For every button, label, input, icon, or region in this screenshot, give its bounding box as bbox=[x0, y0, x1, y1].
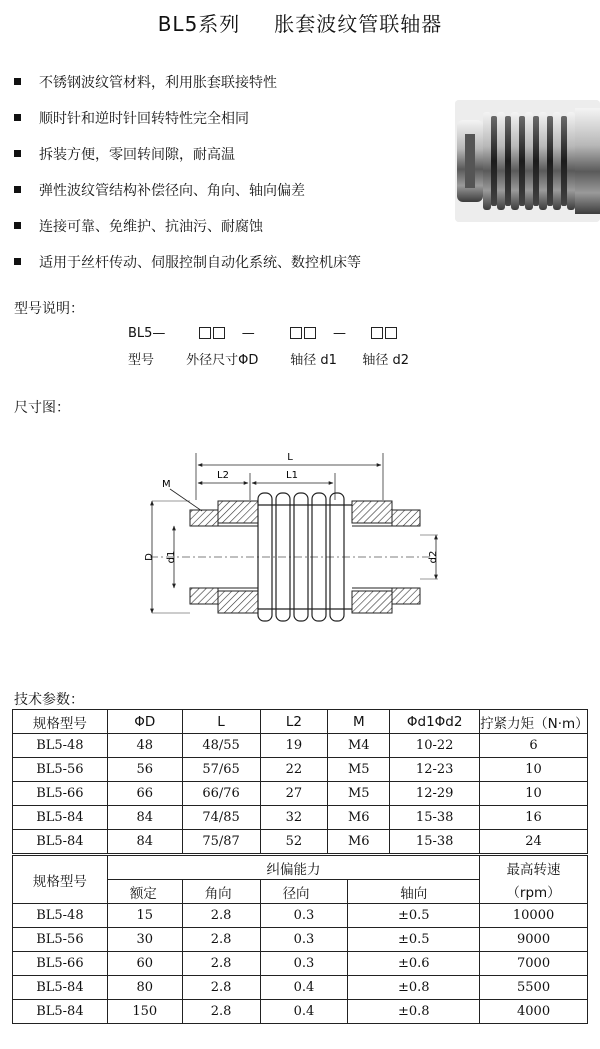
table-cell: M6 bbox=[328, 830, 390, 854]
bullet-icon bbox=[14, 222, 21, 229]
header-cell: ΦD bbox=[107, 710, 182, 734]
header-cell: L2 bbox=[260, 710, 328, 734]
table-cell: 66/76 bbox=[182, 782, 260, 806]
dim-label-L: L bbox=[287, 452, 293, 463]
table-cell: 12-29 bbox=[390, 782, 480, 806]
dim-label-D: D bbox=[144, 553, 155, 561]
dim-label-M: M bbox=[162, 479, 171, 490]
header-cell-speed-unit: （rpm） bbox=[480, 880, 588, 904]
table-cell: 32 bbox=[260, 806, 328, 830]
table-cell: 7000 bbox=[480, 952, 588, 976]
model-name-outer-diameter: 外径尺寸ΦD bbox=[186, 353, 259, 368]
dim-label-L2: L2 bbox=[217, 470, 229, 481]
model-heading: 型号说明： bbox=[14, 301, 84, 317]
table-row bbox=[13, 758, 588, 782]
spec-table-dimensions bbox=[12, 709, 588, 854]
table-cell: ±0.6 bbox=[348, 952, 480, 976]
bullet-icon bbox=[14, 114, 21, 121]
table-cell: 0.3 bbox=[260, 952, 348, 976]
table-cell: M6 bbox=[328, 806, 390, 830]
table-cell: 48 bbox=[107, 734, 182, 758]
dimension-heading: 尺寸图： bbox=[14, 400, 70, 416]
table-cell: 6 bbox=[480, 734, 588, 758]
table-cell: M4 bbox=[328, 734, 390, 758]
header-cell: L bbox=[182, 710, 260, 734]
table-row bbox=[13, 830, 588, 854]
table-cell: BL5-48 bbox=[13, 734, 108, 758]
header-cell: 规格型号 bbox=[13, 710, 108, 734]
table-cell: BL5-66 bbox=[13, 782, 108, 806]
table-cell: 66 bbox=[107, 782, 182, 806]
table-cell: M5 bbox=[328, 782, 390, 806]
placeholder-box-icon bbox=[385, 327, 397, 339]
table-row bbox=[13, 1000, 588, 1024]
model-names-line bbox=[128, 349, 409, 368]
table-cell: 15-38 bbox=[390, 806, 480, 830]
table-cell: 22 bbox=[260, 758, 328, 782]
table-cell: 84 bbox=[107, 806, 182, 830]
table-cell: 60 bbox=[107, 952, 182, 976]
header-cell-model: 规格型号 bbox=[13, 856, 108, 904]
subheader-cell: 径向 bbox=[260, 880, 348, 904]
dimension-drawing bbox=[130, 445, 450, 640]
table-cell: 2.8 bbox=[182, 904, 260, 928]
table-cell: 0.4 bbox=[260, 1000, 348, 1024]
table-cell: 19 bbox=[260, 734, 328, 758]
table-row bbox=[13, 928, 588, 952]
model-name-bore-d1: 轴径 d1 bbox=[290, 353, 337, 368]
table-cell: BL5-48 bbox=[13, 904, 108, 928]
table-cell: BL5-84 bbox=[13, 976, 108, 1000]
table-cell: 75/87 bbox=[182, 830, 260, 854]
subheader-cell: 角向 bbox=[182, 880, 260, 904]
subheader-cell: 额定 bbox=[107, 880, 182, 904]
table-cell: 30 bbox=[107, 928, 182, 952]
feature-item: 不锈钢波纹管材料，利用胀套联接特性 bbox=[14, 68, 361, 104]
table-cell: BL5-84 bbox=[13, 830, 108, 854]
table-cell: 0.3 bbox=[260, 928, 348, 952]
bullet-icon bbox=[14, 258, 21, 265]
table-cell: 80 bbox=[107, 976, 182, 1000]
model-dash: — bbox=[241, 326, 255, 341]
table-cell: 16 bbox=[480, 806, 588, 830]
placeholder-box-icon bbox=[213, 327, 225, 339]
table-cell: 150 bbox=[107, 1000, 182, 1024]
feature-item: 连接可靠、免维护、抗油污、耐腐蚀 bbox=[14, 212, 361, 248]
table-cell: 56 bbox=[107, 758, 182, 782]
table-cell: BL5-84 bbox=[13, 1000, 108, 1024]
table-header-row bbox=[13, 710, 588, 734]
table-cell: BL5-56 bbox=[13, 758, 108, 782]
table-cell: BL5-66 bbox=[13, 952, 108, 976]
table-cell: 52 bbox=[260, 830, 328, 854]
table-cell: 10000 bbox=[480, 904, 588, 928]
dim-label-d2: d2 bbox=[428, 550, 439, 564]
bullet-icon bbox=[14, 186, 21, 193]
dim-label-L1: L1 bbox=[286, 470, 298, 481]
table-cell: 9000 bbox=[480, 928, 588, 952]
table-header-row bbox=[13, 856, 588, 880]
table-row bbox=[13, 782, 588, 806]
spec-table-misalignment bbox=[12, 855, 588, 1024]
table-row bbox=[13, 976, 588, 1000]
header-cell-max-speed: 最高转速 bbox=[480, 856, 588, 880]
placeholder-box-icon bbox=[290, 327, 302, 339]
table-cell: 2.8 bbox=[182, 952, 260, 976]
coupling-photo-illustration bbox=[455, 100, 600, 222]
table-row bbox=[13, 952, 588, 976]
table-cell: 15-38 bbox=[390, 830, 480, 854]
table-cell: ±0.8 bbox=[348, 976, 480, 1000]
table-cell: 10-22 bbox=[390, 734, 480, 758]
feature-item: 适用于丝杆传动、伺服控制自动化系统、数控机床等 bbox=[14, 248, 361, 284]
placeholder-box-icon bbox=[199, 327, 211, 339]
dim-label-d1: d1 bbox=[166, 550, 177, 564]
table-cell: M5 bbox=[328, 758, 390, 782]
feature-list bbox=[14, 68, 361, 284]
table-cell: 84 bbox=[107, 830, 182, 854]
bullet-icon bbox=[14, 78, 21, 85]
model-dash: — bbox=[333, 326, 346, 341]
table-row bbox=[13, 806, 588, 830]
header-cell: Φd1Φd2 bbox=[390, 710, 480, 734]
feature-item: 拆装方便，零回转间隙，耐高温 bbox=[14, 140, 361, 176]
table-cell: 10 bbox=[480, 782, 588, 806]
table-cell: 2.8 bbox=[182, 928, 260, 952]
table-cell: 5500 bbox=[480, 976, 588, 1000]
table-row bbox=[13, 904, 588, 928]
model-name-bore-d2: 轴径 d2 bbox=[362, 353, 410, 368]
feature-item: 弹性波纹管结构补偿径向、角向、轴向偏差 bbox=[14, 176, 361, 212]
table-cell: 2.8 bbox=[182, 976, 260, 1000]
table-cell: 12-23 bbox=[390, 758, 480, 782]
table-row bbox=[13, 734, 588, 758]
table-cell: 48/55 bbox=[182, 734, 260, 758]
table-cell: 57/65 bbox=[182, 758, 260, 782]
model-code-line bbox=[128, 326, 398, 341]
table-cell: 0.3 bbox=[260, 904, 348, 928]
header-cell: M bbox=[328, 710, 390, 734]
table-cell: ±0.8 bbox=[348, 1000, 480, 1024]
table-cell: 24 bbox=[480, 830, 588, 854]
bullet-icon bbox=[14, 150, 21, 157]
table-cell: ±0.5 bbox=[348, 904, 480, 928]
table-cell: 15 bbox=[107, 904, 182, 928]
model-name-type: 型号 bbox=[128, 353, 155, 368]
table-cell: BL5-56 bbox=[13, 928, 108, 952]
page-title bbox=[0, 8, 600, 37]
product-photo bbox=[455, 100, 600, 222]
table-cell: 74/85 bbox=[182, 806, 260, 830]
model-prefix: BL5— bbox=[128, 326, 166, 341]
tech-heading: 技术参数： bbox=[14, 692, 84, 708]
table-cell: 2.8 bbox=[182, 1000, 260, 1024]
table-cell: 27 bbox=[260, 782, 328, 806]
series-title: BL5系列 bbox=[157, 12, 241, 36]
table-cell: 0.4 bbox=[260, 976, 348, 1000]
feature-item: 顺时针和逆时针回转特性完全相同 bbox=[14, 104, 361, 140]
table-cell: 10 bbox=[480, 758, 588, 782]
header-cell: 拧紧力矩（N·m） bbox=[480, 710, 588, 734]
table-cell: BL5-84 bbox=[13, 806, 108, 830]
table-cell: ±0.5 bbox=[348, 928, 480, 952]
subheader-cell: 轴向 bbox=[348, 880, 480, 904]
placeholder-box-icon bbox=[371, 327, 383, 339]
placeholder-box-icon bbox=[304, 327, 316, 339]
table-cell: 4000 bbox=[480, 1000, 588, 1024]
product-title: 胀套波纹管联轴器 bbox=[274, 12, 443, 36]
header-cell-misalignment: 纠偏能力 bbox=[107, 856, 479, 880]
